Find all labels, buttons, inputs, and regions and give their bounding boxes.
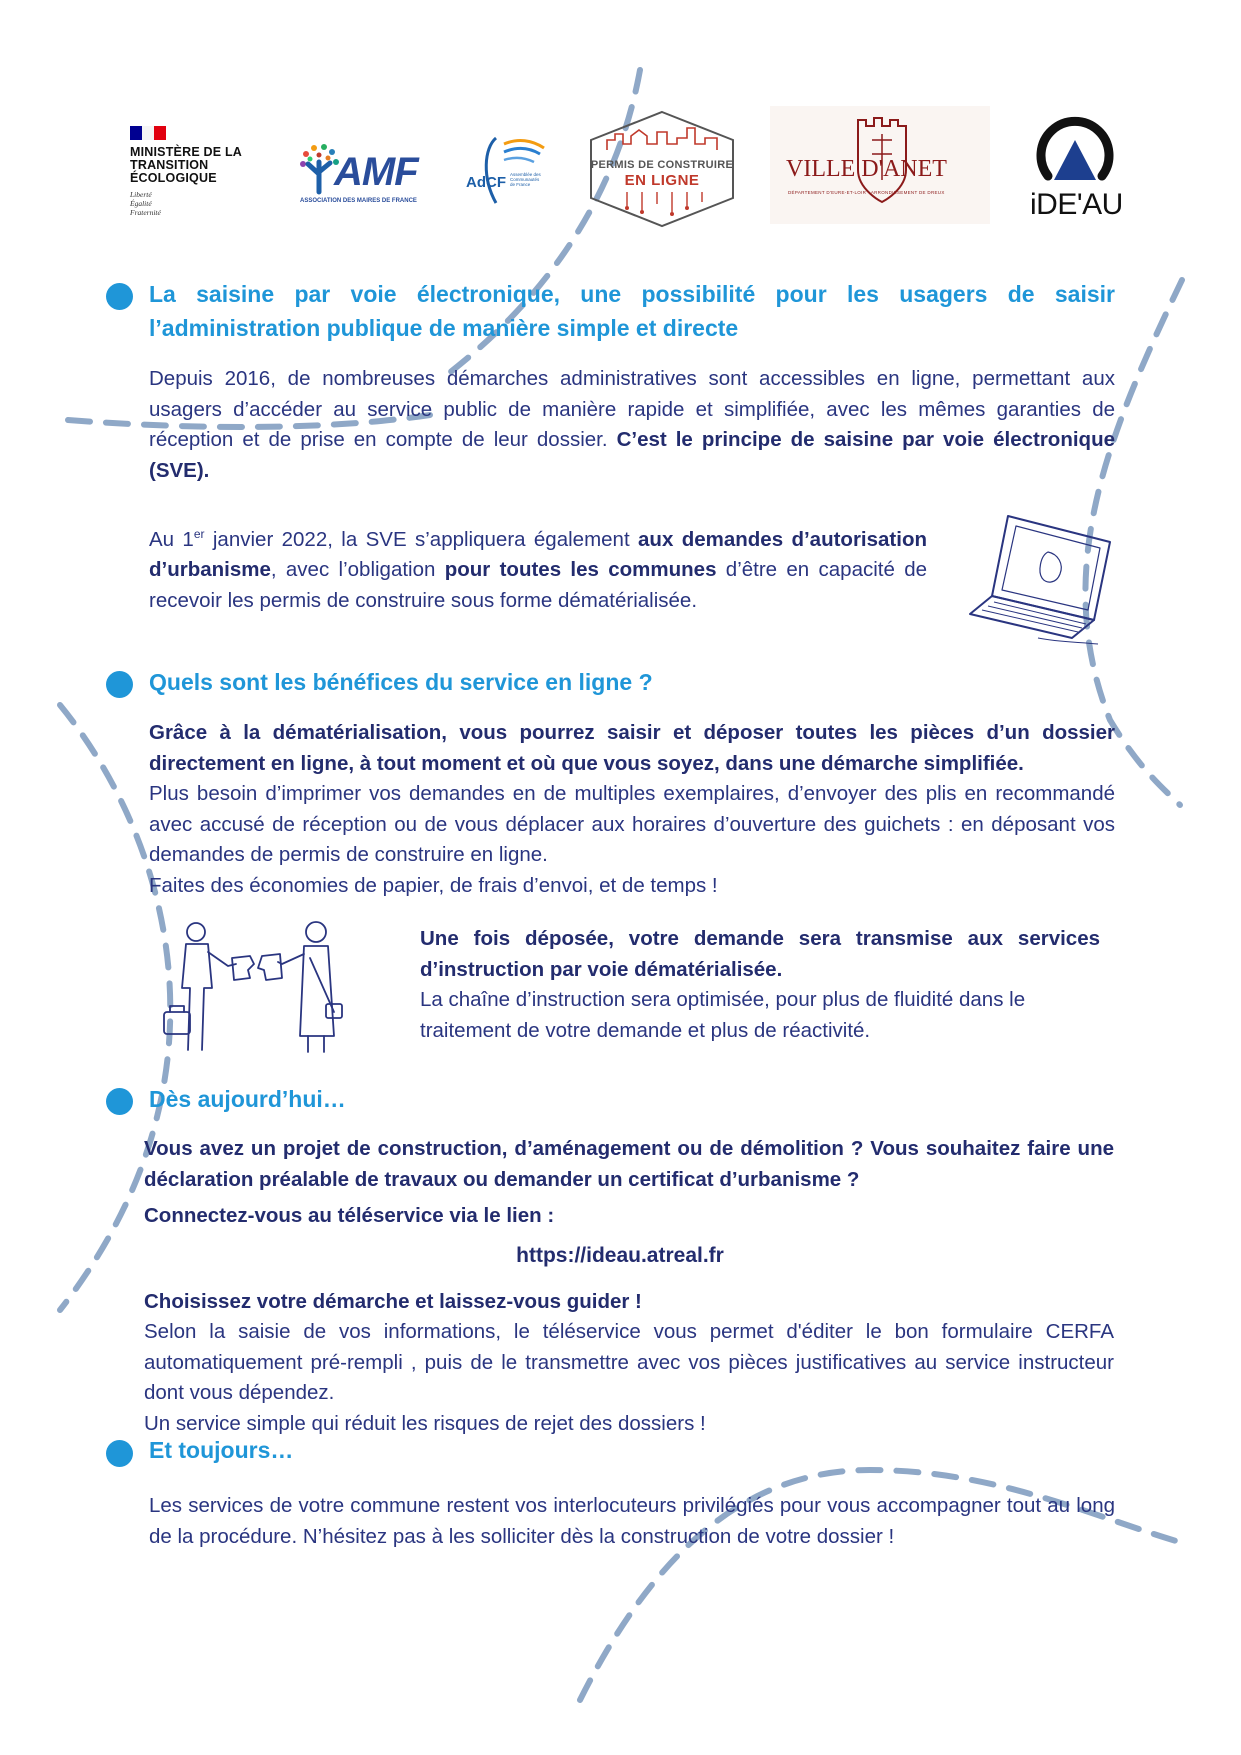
ideau-wordmark: iDE'AU [1030,188,1123,221]
section2-lead: Grâce à la dématérialisation, vous pourrez saisir et déposer toutes les pièces d’un dossier directement en ligne, à tout moment et où que vous soyez, dans une démarche simplifiée. [149,721,1115,775]
section1-bullet [106,283,133,310]
section4-title: Et toujours… [149,1437,294,1463]
ministere-motto: Liberté Égalité Fraternité [130,190,161,217]
section3-paragraph2: Un service simple qui réduit les risques de rejet des dossiers ! [144,1412,706,1435]
section4-paragraph: Les services de votre commune restent vos interlocuteurs privilégiés pour vous accompagner tout au long de la procédure. N’hésitez pas à les solliciter dès la construction de votre dossier ! [149,1494,1115,1548]
section1-paragraph1: Depuis 2016, de nombreuses démarches administratives sont accessibles en ligne, permettant aux usagers d’accéder au service public de manière rapide et simplifiée, avec les mêmes garanties de réception et de prise en compte de leur dossier. C’est le principe de saisine par voie électronique (SVE). [149,367,1115,482]
section2-paragraph: Plus besoin d’imprimer vos demandes en de multiples exemplaires, d’envoyer des plis en recommandé avec accusé de réception ou de vous déplacer aux horaires d’ouverture des guichets : en déposant vos demandes de permis de construire en ligne. [149,782,1115,866]
section2-paragraph2: Faites des économies de papier, de frais d’envoi, et de temps ! [149,874,718,897]
handshake-illustration [150,918,380,1058]
section2-title: Quels sont les bénéfices du service en ligne ? [149,669,653,695]
logo-ville-anet [770,106,990,224]
logo-ministere [130,126,280,221]
marianne-flag-icon [130,126,166,140]
section1-title: La saisine par voie électronique, une possibilité pour les usagers de saisir l’administration publique de manière simple et directe [149,281,1115,341]
section3-title: Dès aujourd’hui… [149,1086,346,1112]
adcf-wordmark: AdCF [466,174,506,191]
section4-bullet [106,1440,133,1467]
adcf-arcs-icon [466,128,556,208]
ideau-ring-icon [1030,110,1120,190]
section2-side-block: Une fois déposée, votre demande sera transmise aux services d’instruction par voie dématérialisée. La chaîne d’instruction sera optimisée, pour plus de fluidité dans le traitement de votre demande et plus de réactivité. [420,927,1100,1042]
logo-amf [298,136,438,211]
section3-question: Vous avez un projet de construction, d’aménagement ou de démolition ? Vous souhaitez faire une déclaration préalable de travaux ou demander un certificat d’urbanisme ? [144,1137,1114,1191]
laptop-illustration [968,512,1116,652]
logo-ideau [1030,110,1123,230]
amf-subtitle: ASSOCIATION DES MAIRES DE FRANCE [300,198,417,204]
ministere-name: MINISTÈRE DE LA TRANSITION ÉCOLOGIQUE [130,145,242,185]
section1-paragraph2: Au 1er janvier 2022, la SVE s’appliquera également aux demandes d’autorisation d’urbanisme, avec l’obligation pour toutes les communes d’être en capacité de recevoir les permis de construire sous forme dématérialisée. [149,527,927,612]
section3-connect: Connectez-vous au téléservice via le lien : [144,1204,555,1227]
section2-bullet [106,671,133,698]
adcf-subtitle: Assemblée des Communautés de France [510,172,541,187]
section3-choose: Choisissez votre démarche et laissez-vous guider ! [144,1290,642,1313]
permis-title: PERMIS DE CONSTRUIRE [590,159,734,171]
logo-permis-en-ligne [587,110,737,228]
permis-subtitle: EN LIGNE [624,172,700,189]
section3-paragraph: Selon la saisie de vos informations, le téléservice vous permet d'éditer le bon formulaire CERFA automatiquement pré-rempli , puis de le transmettre avec vos pièces justificatives au service instructeur dont vous dépendez. [144,1320,1114,1404]
teleservice-link[interactable]: https://ideau.atreal.fr [516,1244,724,1267]
logo-adcf [466,128,556,208]
anet-subtitle: DÉPARTEMENT D'EURE-ET-LOIR · ARRONDISSEMENT DE DREUX [788,190,945,195]
anet-wordmark: VILLE D'ANET [786,156,947,182]
amf-wordmark: AMF [334,150,418,194]
section3-bullet [106,1088,133,1115]
